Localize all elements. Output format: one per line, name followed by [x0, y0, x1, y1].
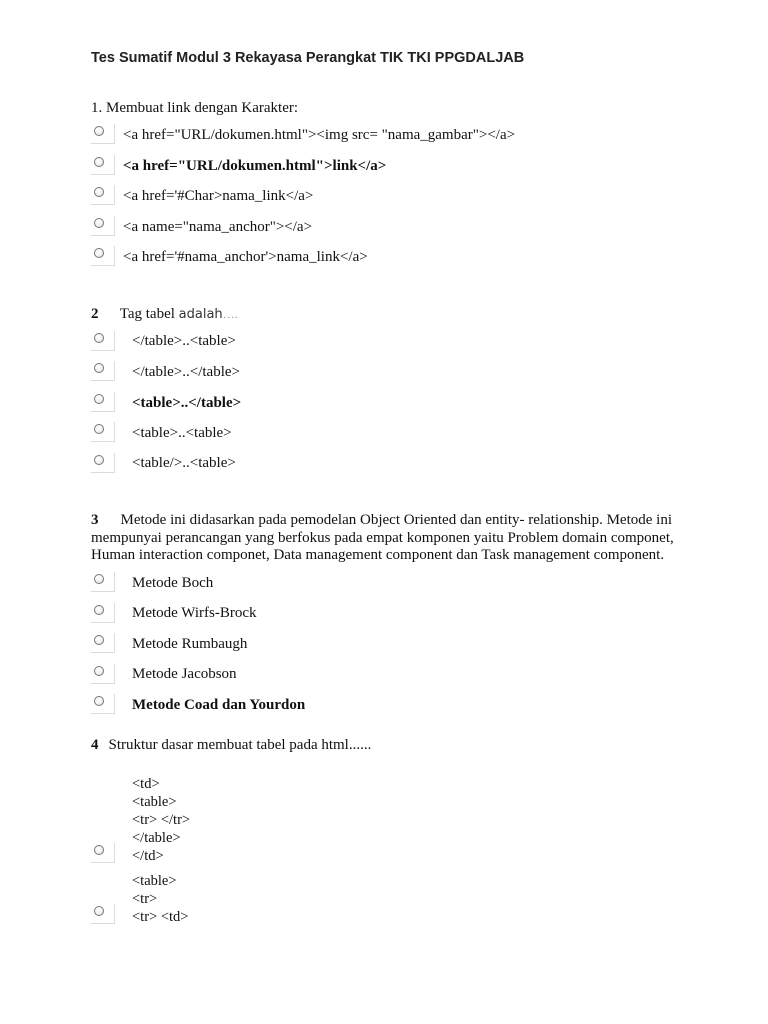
radio-icon: [94, 363, 104, 373]
question-4: [91, 737, 371, 754]
radio-icon: [94, 845, 104, 855]
radio-icon: [94, 574, 104, 584]
radio-icon: [94, 394, 104, 404]
q4-option-2-radio[interactable]: [91, 904, 115, 924]
q1-option-2-radio[interactable]: [91, 155, 115, 175]
question-2-text: Tag tabel: [119, 306, 179, 322]
question-3: [91, 512, 691, 565]
q3-option-4-radio[interactable]: [91, 664, 115, 684]
question-2-number: 2: [91, 306, 99, 322]
q1-option-3-label: <a href='#Char>nama_link</a>: [123, 188, 314, 204]
q4-option-b-line: <tr> <td>: [132, 909, 189, 925]
q2-option-4-radio[interactable]: [91, 422, 115, 442]
radio-icon: [94, 218, 104, 228]
q2-option-1-radio[interactable]: [91, 331, 115, 351]
q2-option-1-label: </table>..<table>: [132, 333, 236, 349]
q2-option-2-label: </table>..</table>: [132, 364, 240, 380]
radio-icon: [94, 126, 104, 136]
radio-icon: [94, 424, 104, 434]
q3-option-3-radio[interactable]: [91, 633, 115, 653]
q1-option-1-radio[interactable]: [91, 124, 115, 144]
q3-option-5-radio[interactable]: [91, 694, 115, 714]
q3-option-4-label: Metode Jacobson: [132, 666, 237, 682]
q1-option-4-label: <a name="nama_anchor"></a>: [123, 219, 313, 235]
q4-option-a-line: <td>: [132, 776, 160, 792]
q4-option-a-line: </table>: [132, 830, 181, 846]
q1-option-4-radio[interactable]: [91, 216, 115, 236]
question-3-text: Metode ini didasarkan pada pemodelan Object Oriented dan entity- relationship. Metode ini mempunyai perancangan yang berfokus pada empat komponen yaitu Problem domain componet, Human interaction componet, Data management component dan Task management component.: [91, 512, 674, 563]
q4-option-a-line: <table>: [132, 794, 177, 810]
radio-icon: [94, 635, 104, 645]
q3-option-3-label: Metode Rumbaugh: [132, 636, 248, 652]
q2-option-5-radio[interactable]: [91, 453, 115, 473]
radio-icon: [94, 248, 104, 258]
q2-option-5-label: <table/>..<table>: [132, 455, 236, 471]
q3-option-2-label: Metode Wirfs-Brock: [132, 605, 257, 621]
question-3-number: 3: [91, 512, 99, 528]
q4-option-b-line: <tr>: [132, 891, 158, 907]
question-2-ellipsis: ….: [222, 307, 238, 321]
q1-option-2-label: <a href="URL/dokumen.html">link</a>: [123, 158, 387, 174]
q2-option-4-label: <table>..<table>: [132, 425, 232, 441]
q1-option-5-radio[interactable]: [91, 246, 115, 266]
radio-icon: [94, 696, 104, 706]
question-1-text: 1. Membuat link dengan Karakter:: [91, 100, 299, 116]
question-2: [91, 306, 238, 323]
q2-option-3-radio[interactable]: [91, 392, 115, 412]
q1-option-5-label: <a href='#nama_anchor'>nama_link</a>: [123, 249, 368, 265]
radio-icon: [94, 157, 104, 167]
page-title: Tes Sumatif Modul 3 Rekayasa Perangkat TIK TKI PPGDALJAB: [91, 50, 525, 66]
q4-option-a-line: </td>: [132, 848, 164, 864]
radio-icon: [94, 605, 104, 615]
q4-option-1-radio[interactable]: [91, 843, 115, 863]
q3-option-1-radio[interactable]: [91, 572, 115, 592]
question-4-text: Struktur dasar membuat tabel pada html......: [108, 737, 372, 753]
q1-option-1-label: <a href="URL/dokumen.html"><img src= "nama_gambar"></a>: [123, 127, 516, 143]
radio-icon: [94, 333, 104, 343]
q2-option-3-label: <table>..</table>: [132, 395, 242, 411]
q2-option-2-radio[interactable]: [91, 361, 115, 381]
q3-option-5-label: Metode Coad dan Yourdon: [132, 697, 306, 713]
radio-icon: [94, 187, 104, 197]
q1-option-3-radio[interactable]: [91, 185, 115, 205]
q4-option-b-line: <table>: [132, 873, 177, 889]
q3-option-2-radio[interactable]: [91, 603, 115, 623]
question-2-emph: adalah: [178, 307, 223, 322]
radio-icon: [94, 906, 104, 916]
radio-icon: [94, 666, 104, 676]
q3-option-1-label: Metode Boch: [132, 575, 214, 591]
question-4-number: 4: [91, 737, 99, 753]
radio-icon: [94, 455, 104, 465]
q4-option-a-line: <tr> </tr>: [132, 812, 191, 828]
